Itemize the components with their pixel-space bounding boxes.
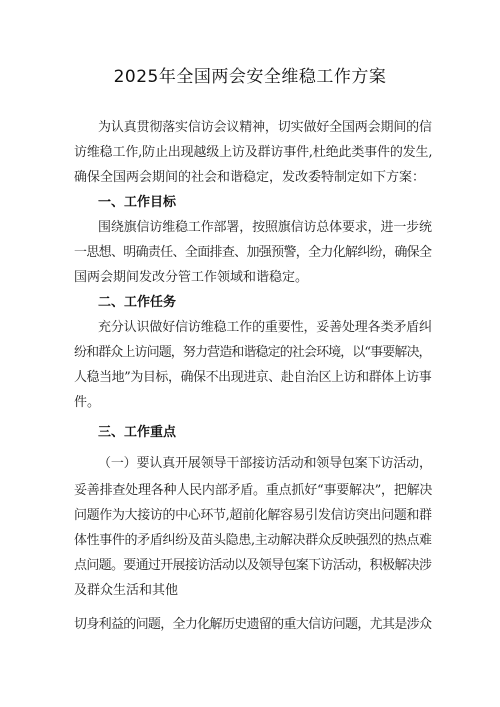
section3-line-1: （一）要认真开展领导干部接访活动和领导包案下访活动， bbox=[98, 456, 432, 471]
section1-line-3: 国两会期间发改分管工作领域和谐稳定。 bbox=[74, 270, 309, 285]
intro-line-1: 为认真贯彻落实信访会议精神，切实做好全国两会期间的信 bbox=[98, 120, 432, 135]
section3-line-4: 体性事件的矛盾纠纷及苗头隐患,主动解决群众反映强烈的热点难 bbox=[74, 533, 432, 548]
section2-line-4: 件。 bbox=[74, 395, 101, 410]
section3-line-5: 点问题。要通过开展接访活动以及领导包案下访活动，积极解决涉 bbox=[74, 558, 432, 573]
intro-line-2: 访维稳工作,防止出现越级上访及群访事件,杜绝此类事件的发生, bbox=[74, 145, 433, 160]
document-title: 2025年全国两会安全维稳工作方案 bbox=[113, 67, 387, 87]
section1-line-2: 一思想、明确责任、全面排查、加强预警，全力化解纠纷，确保全 bbox=[74, 245, 432, 260]
section2-line-2: 纷和群众上访问题，努力营造和谐稳定的社会环境，以“事要解决， bbox=[74, 345, 431, 360]
intro-line-3: 确保全国两会期间的社会和谐稳定，发改委特制定如下方案： bbox=[74, 170, 426, 185]
section3-line-6: 及群众生活和其他 bbox=[74, 583, 179, 598]
section-heading-tasks: 二、工作任务 bbox=[98, 295, 177, 310]
section1-line-1: 围绕旗信访维稳工作部署，按照旗信访总体要求，进一步统 bbox=[98, 220, 432, 235]
section3-line-2: 妥善排查处理各种人民内部矛盾。重点抓好“事要解决”，把解决 bbox=[74, 483, 433, 498]
section-heading-goals: 一、工作目标 bbox=[98, 195, 177, 210]
section2-line-3: 人稳当地”为目标，确保不出现进京、赴自治区上访和群体上访事 bbox=[74, 370, 432, 385]
section3-line-7: 切身利益的问题，全力化解历史遗留的重大信访问题，尤其是涉众 bbox=[74, 617, 432, 632]
section-heading-priorities: 三、工作重点 bbox=[98, 425, 177, 440]
section3-line-3: 问题作为大接访的中心环节,超前化解容易引发信访突出问题和群 bbox=[74, 508, 432, 523]
section2-line-1: 充分认识做好信访维稳工作的重要性，妥善处理各类矛盾纠 bbox=[98, 320, 432, 335]
